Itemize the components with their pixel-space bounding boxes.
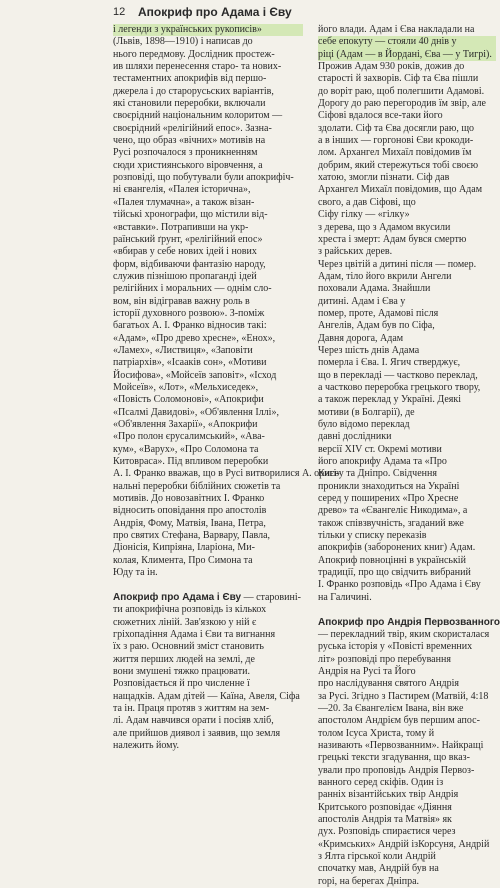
text-line: Діонісія, Кипріяна, Іларіона, Ми- [113,542,255,554]
text-line: ріці (Адам — в Йордані, Єва — у Тигрі). [318,49,496,61]
text-line: грецькі тексти згадування, що вказ- [318,752,470,764]
text-line: Апокриф повноцінні в українській [318,554,466,566]
text-line: ранніх візантійських твір Андрія [318,789,459,801]
text-line: вони змушені тяжко працювати. [113,665,250,677]
text-line: Києву та Дніпро. Свідчення [318,468,437,480]
text-line: його влади. Адам і Єва накладали на [318,24,475,35]
text-line: проникли знаходиться на Україні [318,480,460,492]
text-line: спочатку мав, Андрій був на [318,863,439,875]
text-line: за Русі. Згідно з Пастирем (Матвій, 4:18 [318,690,489,702]
text-line: джерела і до старорусьских варіантів, [113,85,274,97]
text-line: колая, Климента, Про Симона та [113,554,253,566]
text-line: Ангелів, Адам був по Сіфа, [318,320,435,332]
text-line: апостолів Андрія та Матвія» як [318,814,452,825]
text-line: І. Франко розповідь «Про Адама і Єву [318,579,481,591]
text-line: було відомо переклад [318,419,410,430]
text-line: Сіфу гілку — «гілку» [318,209,410,221]
text-line: Критського розповідає «Діяння [318,801,452,813]
text-line: життя перших людей на землі, де [113,653,255,665]
text-line: належить йому. [113,739,179,751]
text-line: Через шість днів Адама [318,344,420,356]
text-line: (Львів, 1898—1910) і написав до [113,36,253,48]
text-line: мотивів. До новозавітних І. Франко [113,493,265,505]
text-line: з Ялта гірської коли Андрій [318,851,436,863]
text-line: які становили переробки, включали [113,98,266,110]
text-line: помер, проте, Адамові після [318,307,439,319]
text-line: ванного серед скіфів. Один із [318,776,444,788]
text-line: патріархів», «Ісаакiв сон», «Мотиви [113,357,267,369]
text-line: хатою, змогли пізнати. Сіф дав [318,172,450,184]
text-line: Адам, тіло його вкрили Ангели [318,270,452,282]
text-line: чено, що образ «вічних» мотивів на [113,135,266,147]
text-line: Дорогу до раю перегородив їм звір, але [318,98,486,110]
text-line: руська історія у «Повісті временних [318,641,473,653]
text-line: на Галичині. [318,591,372,603]
text-line: Прожив Адам 930 років, дожив до [318,61,465,73]
text-line: апостолом Андрієм був першим апос- [318,715,480,727]
running-title: Апокриф про Адама і Єву [138,5,292,19]
text-line: тільки у списку переказів [318,530,427,542]
text-line: Сіфові вдалося все-таки його [318,110,443,122]
text-line: «Об'явлення Захарії», «Апокрифи [113,419,258,430]
text-line: тестаментних апокрифів від першо- [113,73,267,85]
text-line: ні євангелія, «Палея історична», [113,184,251,196]
text-line: толом Ісуса Христа, тому й [318,727,435,739]
text-line: «вставки». Потрапивши на укр- [113,221,249,233]
text-line: традиції, про що свідчить вибраний [318,567,471,579]
text-line: також співзвучність, згаданий вже [318,517,464,529]
text-line: поховали Адама. Знайшли [318,283,431,295]
text-line: відносить оповідання про апостолів [113,505,267,517]
text-line: релігійних і моральних — однім сло- [113,283,272,295]
text-line: про наслідування святого Андрія [318,678,460,690]
text-line: до воріт раю, щоб полегшити Адамові. [318,85,485,97]
text-line: древо» та «Євангеліє Никодима», а [318,505,468,517]
text-line: тійські хронографи, що містили від- [113,209,268,221]
text-line: вом, він відігравав важну роль в [113,295,250,307]
text-line: старості й захворів. Сіф та Єва пішли [318,73,479,85]
article-heading-line [318,616,500,629]
article-title: Апокриф про Адама і Єву [113,591,242,603]
text-line: сюжетних ліній. Зав'язкою у ній є [113,616,257,628]
text-line: «Ламех», «Листвиця», «Заповіти [113,344,253,356]
text-line: а в інших — горгонові Єви крокоди- [318,135,474,147]
text-line: — перекладний твір, яким скористалася [318,628,490,640]
text-line: Андрія, Фому, Матвія, Івана, Петра, [113,517,266,529]
text-line: своєрідний «релігійний епос». Зазна- [113,122,272,134]
text-line: хреста і змерт: Адам бувся смертю [318,233,467,245]
text-line: а також переклад у Україні. Деякі [318,394,462,406]
text-line: нальні переробки біблійних сюжетів та [113,480,281,492]
text-line: лі. Адам навчився орати і посіяв хліб, [113,715,274,727]
text-line: сюди християнського віровчення, а [113,159,263,171]
text-line: «Про полон єрусалимський», «Ава- [113,431,265,443]
left-column [113,24,340,752]
text-line: та ін. Праця протяв з життям на зем- [113,702,270,714]
text-line: історії духовного розвою». З-поміж [113,307,265,319]
text-line: але прийшов диявол і заявив, що земля [113,727,281,739]
text-line: з дерева, що з Адамом вкусили [318,221,451,233]
text-line: служив пізнішою пропаганді ідей [113,270,257,282]
text-line: кум», «Варух», «Про Соломона та [113,443,259,455]
text-line: нього передмову. Дослідник простеж- [113,48,275,60]
text-line: про святих Стефана, Варвару, Павла, [113,530,271,542]
text-line: «Псалмі Давидові», «Об'явлення Іллі», [113,406,279,418]
text-line: мотиви (в Болгарії), де [318,406,415,418]
text-line: лом. Архангел Михаїл повідомив їм [318,147,472,159]
text-line: багатьох А. І. Франко відносив такі: [113,320,267,332]
text-line: розповіді, що побутували були апокрифіч- [113,172,294,184]
text-line: —20. За Євангелієм Івана, він вже [318,702,464,714]
text-line: «вбирав у себе нових ідей і нових [113,246,257,258]
text-line: форм, відбиваючи фантазію народу, [113,258,266,270]
text-line: називають «Первозванним». Найкращі [318,739,484,751]
text-line: «Кримських» Андрій ізКорсуня, Андрій [318,838,490,850]
text-line: Китовраса». Під впливом переробки [113,456,269,468]
text-line: Через цвітій а дитині після — помер. [318,258,477,270]
text-line: «Адам», «Про древо хресне», «Енох», [113,332,276,344]
article-text: — старовині- [241,591,301,603]
text-line: апокрифів (заборонених книг) Адам. [318,542,476,554]
text-line: свого, а дав Сіфові, що [318,196,416,208]
text-line: дитині. Адам і Єва у [318,295,406,307]
text-line: горі, на берегах Дніпра. [318,875,420,887]
text-line: Йосифова», «Мойсеїв заповіт», «Ісход [113,369,277,381]
text-line: раїнський ґрунт, «релігійний епос» [113,233,263,245]
text-line: нащадків. Адам дітей — Каїна, Авеля, Сіфа [113,690,300,702]
text-line: себе епокуту — стояли 40 днів у [318,36,496,48]
text-line: померла і Єва. І. Ягич стверджує, [318,357,461,369]
page-number: 12 [113,6,126,18]
text-line: версії XIV ст. Окремі мотиви [318,443,442,455]
text-line: Розповідається й про численне ї [113,678,250,690]
text-line: з райських дерев. [318,246,393,258]
text-line: Мойсеїв», «Лот», «Мельхиседек», [113,381,259,393]
text-line: добрим, який стережуться тобі своєю [318,159,479,171]
text-line: їх з раю. Основний зміст становить [113,641,264,653]
article-heading-line [113,592,303,604]
text-line: «Палея тлумачна», а також візан- [113,196,255,208]
text-line: своєрідний національним колоритом — [113,110,283,122]
text-line: що в перекладі — частково переклад, [318,369,478,381]
text-line: ив шляхи перенесення старо- та нових- [113,61,282,73]
text-line: Давня дорога, Адам [318,332,404,344]
paragraph-spacer [318,604,496,616]
text-line: Юду та ін. [113,567,158,579]
text-line: дух. Розповідь спираєтися через [318,826,456,838]
text-line: А. І. Франко вважав, що в Русі витворилися А. оригі- [113,468,340,480]
text-line: Русі розпочалося з проникненням [113,147,258,159]
text-line: «Повість Соломонові», «Апокрифи [113,394,264,406]
text-line: ти апокрифічна розповідь із кількох [113,604,267,616]
article-title: Апокриф про Андрія Первозванного [318,616,500,628]
text-line: його апокрифу Адама та «Про [318,456,447,468]
text-line: і легенди з українських рукописів» [113,24,303,36]
text-line: гріхопадіння Адама і Єви та вигнання [113,628,276,640]
paragraph-spacer [113,579,303,591]
text-line: Архангел Михаїл повідомив, що Адам [318,184,483,196]
text-line: здолати. Сіф та Єва досягли раю, що [318,122,475,134]
page-header [0,0,500,24]
text-line: літ» розповіді про перебування [318,653,451,665]
text-line: ували про проповідь Андрія Первоз- [318,764,475,776]
right-column [318,24,500,888]
text-line: а частково переробка грецького твору, [318,381,481,393]
text-line: давні дослідники [318,431,392,443]
text-line: серед у поширених «Про Хресне [318,493,459,505]
text-line: Андрія на Русі та Його [318,665,416,677]
